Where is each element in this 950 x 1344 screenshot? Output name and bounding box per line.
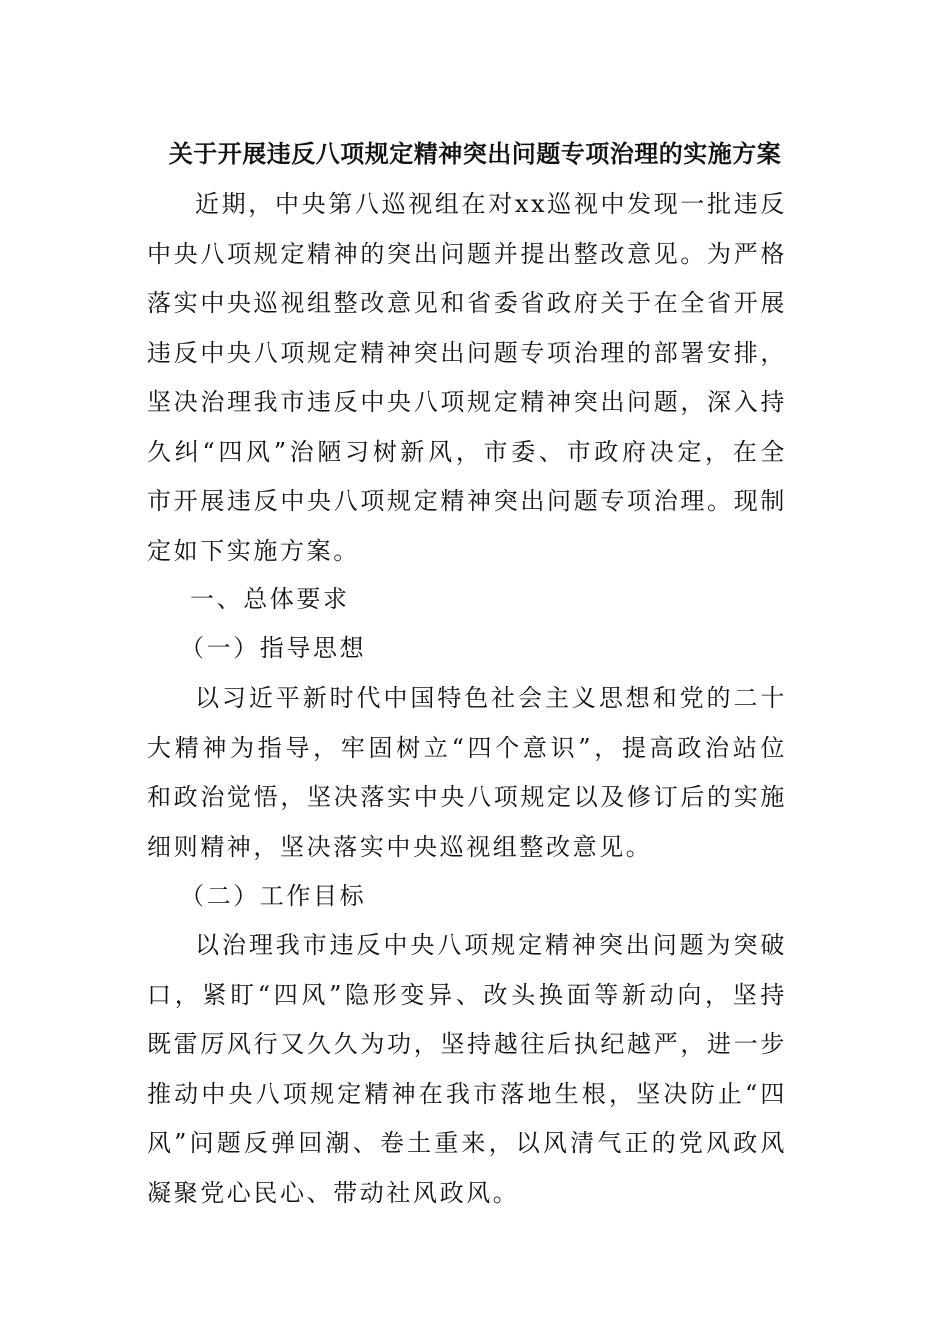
section-1-heading: 一、总体要求 — [190, 585, 350, 613]
document-title: 关于开展违反八项规定精神突出问题专项治理的实施方案 — [168, 139, 782, 168]
subsection-2-heading: （二）工作目标 — [180, 882, 367, 910]
intro-paragraph: 近期，中央第八巡视组在对xx巡视中发现一批违反中央八项规定精神的突出问题并提出整改意见。为严格落实中央巡视组整改意见和省委省政府关于在全省开展违反中央八项规定精神突出问题专项治理的部署安排，坚决治理我市违反中央八项规定精神突出问题，深入持久纠“四风”治陋习树新风，市委、市政府决定，在全市开展违反中央八项规定精神突出问题专项治理。现制定如下实施方案。 — [147, 190, 787, 565]
guiding-ideology-paragraph: 以习近平新时代中国特色社会主义思想和党的二十大精神为指导，牢固树立“四个意识”，提高政治站位和政治觉悟，坚决落实中央八项规定以及修订后的实施细则精神，坚决落实中央巡视组整改意见。 — [147, 684, 787, 861]
subsection-1-heading: （一）指导思想 — [180, 634, 367, 662]
work-goal-paragraph: 以治理我市违反中央八项规定精神突出问题为突破口，紧盯“四风”隐形变异、改头换面等新动向，坚持既雷厉风行又久久为功，坚持越往后执纪越严，进一步推动中央八项规定精神在我市落地生根，坚决防止“四风”问题反弹回潮、卷土重来，以风清气正的党风政风凝聚党心民心、带动社风政风。 — [147, 931, 787, 1207]
